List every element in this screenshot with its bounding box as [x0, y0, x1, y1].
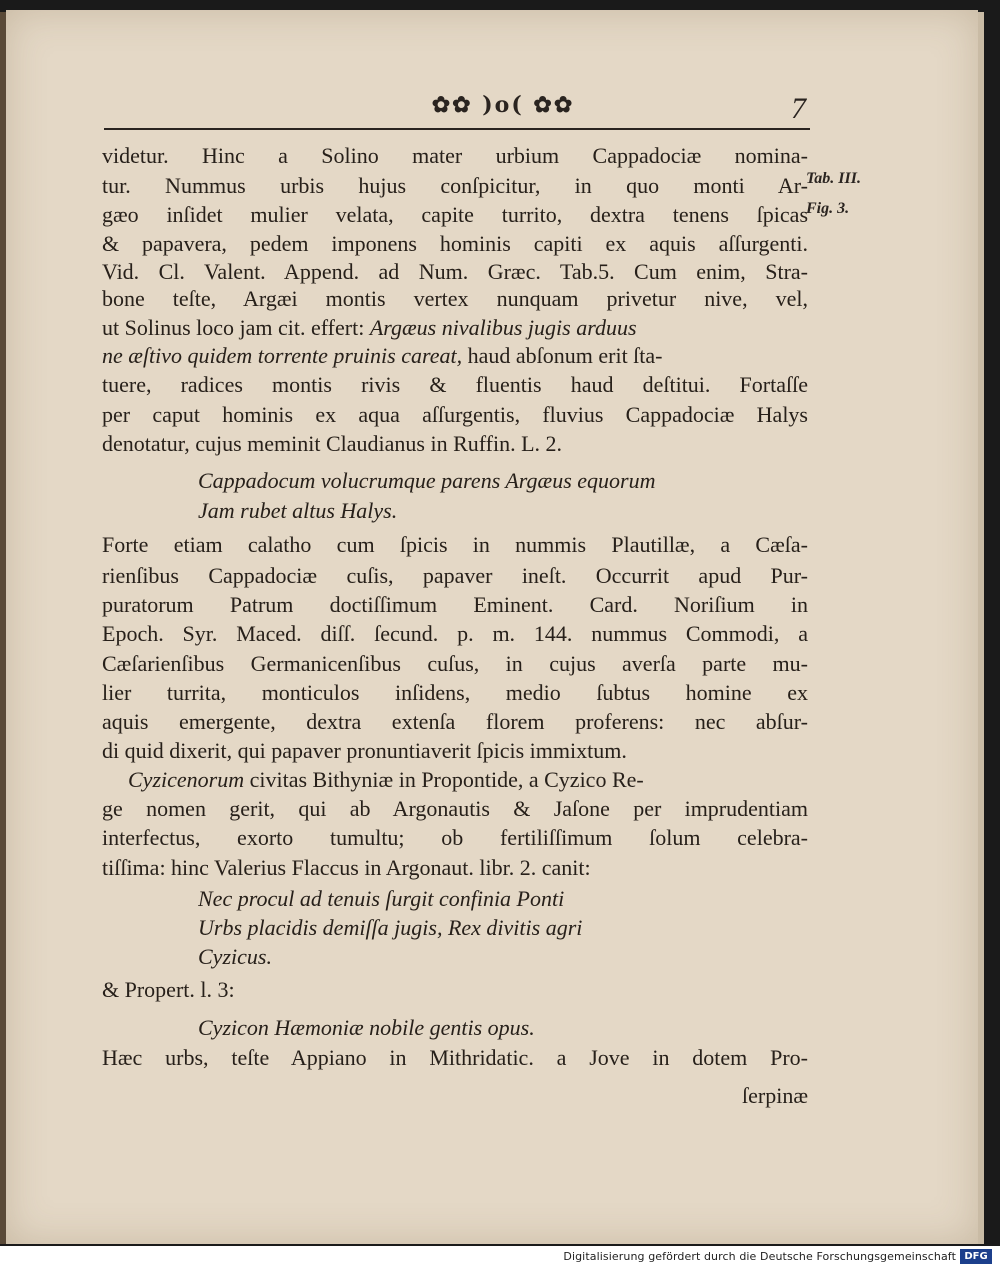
text-line: di quid dixerit, qui papaver pronuntiaverit ſpicis immixtum. [102, 738, 627, 763]
catchword: ſerpinæ [742, 1083, 808, 1108]
verse-line: Jam rubet altus Halys. [198, 498, 398, 523]
verse-line: Urbs placidis demiſſa jugis, Rex divitis agri [198, 915, 583, 940]
text-line: denotatur, cujus meminit Claudianus in Ruffin. L. 2. [102, 431, 563, 456]
text-line: videtur. Hinc a Solino mater urbium Cappadociæ nomina- [102, 143, 808, 168]
page-right-edge [978, 12, 984, 1244]
text-line: tur. Nummus urbis hujus conſpicitur, in quo monti Ar- [102, 173, 808, 198]
quotation-italic: Argæus nivalibus jugis arduus [369, 315, 637, 340]
text-segment: ut Solinus loco jam cit. effert: [102, 315, 365, 340]
margin-note-fig: Fig. 3. [806, 200, 850, 217]
text-line: per caput hominis ex aqua aſſurgentis, fluvius Cappadociæ Halys [102, 402, 808, 427]
text-line: rienſibus Cappadociæ cuſis, papaver ineſt. Occurrit apud Pur- [102, 563, 808, 588]
text-line: tiſſima: hinc Valerius Flaccus in Argonaut. libr. 2. canit: [102, 855, 591, 880]
text-line: interfectus, exorto tumultu; ob fertiliſſimum ſolum celebra- [102, 825, 808, 850]
text-line: Cæſarienſibus Germanicenſibus cuſus, in cujus averſa parte mu- [102, 651, 808, 676]
text-line: Epoch. Syr. Maced. diſſ. ſecund. p. m. 144. nummus Commodi, a [102, 621, 808, 646]
text-line: lier turrita, monticulos inſidens, medio ſubtus homine ex [102, 680, 808, 705]
text-line: Hæc urbs, teſte Appiano in Mithridatic. a Jove in dotem Pro- [102, 1045, 808, 1070]
text-line [128, 765, 808, 795]
text-line: & papavera, pedem imponens hominis capiti ex aquis aſſurgenti. [102, 231, 808, 256]
text-line [102, 341, 808, 371]
text-line: ge nomen gerit, qui ab Argonautis & Jaſone per imprudentiam [102, 796, 808, 821]
text-line: puratorum Patrum doctiſſimum Eminent. Card. Noriſium in [102, 592, 808, 617]
verse-line: Cyzicon Hæmoniæ nobile gentis opus. [198, 1015, 535, 1040]
verse-line: Cappadocum volucrumque parens Argæus equorum [198, 468, 656, 493]
header-ornament: ✿✿ )o( ✿✿ [431, 92, 575, 118]
text-line: Vid. Cl. Valent. Append. ad Num. Græc. Tab.5. Cum enim, Stra- [102, 259, 808, 284]
text-line: tuere, radices montis rivis & fluentis haud deſtitui. Fortaſſe [102, 372, 808, 397]
text-segment-italic: Cyzicenorum [128, 767, 245, 792]
page-header [104, 92, 810, 130]
text-line: & Propert. l. 3: [102, 977, 235, 1002]
text-line: gæo inſidet mulier velata, capite turrito, dextra tenens ſpicas [102, 202, 808, 227]
text-line: aquis emergente, dextra extenſa florem proferens: nec abſur- [102, 709, 808, 734]
footer-credit: Digitalisierung gefördert durch die Deutsche Forschungsgemeinschaft [563, 1250, 956, 1263]
text-segment: civitas Bithyniæ in Propontide, a Cyzico Re- [249, 767, 644, 792]
dfg-logo: DFG [960, 1249, 992, 1264]
margin-note-tab: Tab. III. [806, 170, 861, 187]
text-line [102, 313, 808, 343]
verse-line: Nec procul ad tenuis ſurgit confinia Ponti [198, 886, 565, 911]
verse-line: Cyzicus. [198, 944, 272, 969]
page-number: 7 [791, 92, 806, 125]
text-line: bone teſte, Argæi montis vertex nunquam privetur nive, vel, [102, 286, 808, 311]
quotation-italic: ne æſtivo quidem torrente pruinis careat, [102, 343, 463, 368]
text-segment: haud abſonum erit ſta- [467, 343, 663, 368]
text-line: Forte etiam calatho cum ſpicis in nummis Plautillæ, a Cæſa- [102, 532, 808, 557]
